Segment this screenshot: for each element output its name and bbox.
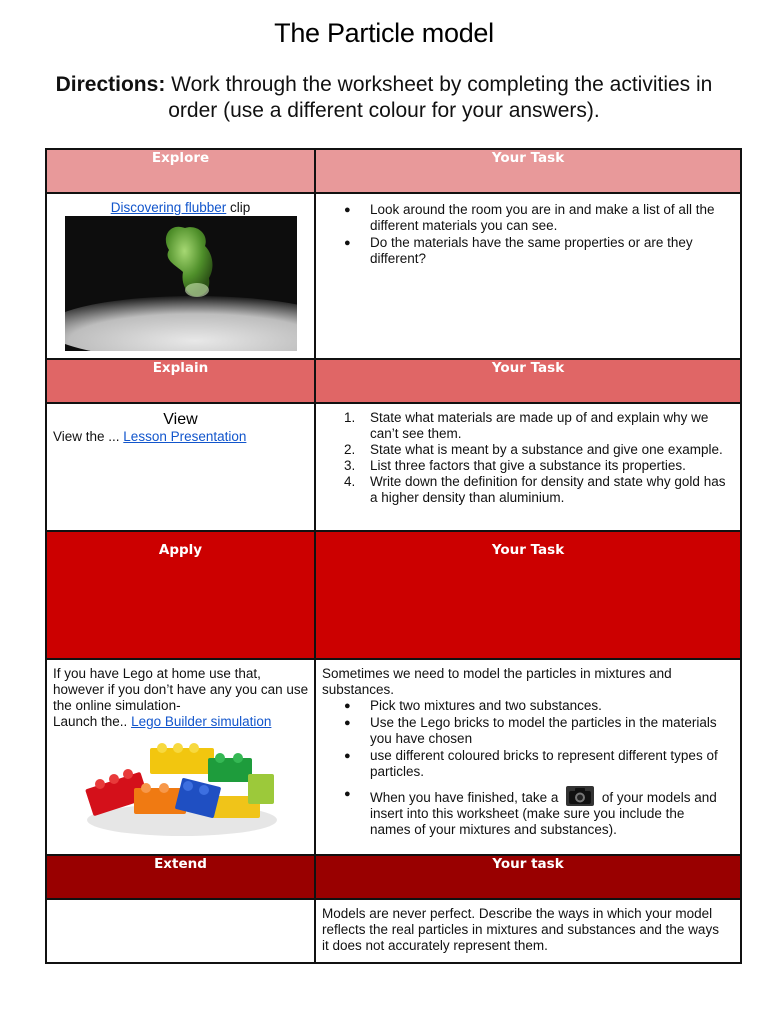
task-text: List three factors that give a substance its properties. — [370, 458, 686, 473]
directions-text: Work through the worksheet by completing the activities in order (use a different colour for your answers). — [165, 73, 713, 122]
extend-task-cell: Models are never perfect. Describe the ways in which your model reflects the real particles in mixtures and substances and the ways it does not accurately represent them. — [315, 899, 741, 963]
explore-header-row — [46, 149, 741, 193]
explain-view-title: View — [163, 411, 198, 428]
apply-task-item — [344, 786, 728, 838]
flubber-video-thumbnail[interactable] — [65, 216, 297, 351]
apply-header-row — [46, 531, 741, 659]
apply-launch-prefix: Launch the.. — [53, 714, 132, 729]
explain-header: Explain — [46, 359, 315, 403]
explain-task-cell — [315, 403, 741, 531]
worksheet-table — [45, 148, 742, 964]
explore-task-list — [344, 202, 728, 267]
apply-task-item: ● use different coloured bricks to represent different types of particles. — [344, 748, 728, 780]
apply-content-row — [46, 659, 741, 855]
directions-label: Directions: — [55, 73, 166, 96]
explore-task-item: ● Look around the room you are in and make a list of all the different materials you can see. — [344, 202, 728, 234]
explore-task-header: Your Task — [315, 149, 741, 193]
explore-link-line — [63, 200, 298, 216]
explain-task-item — [344, 458, 728, 474]
explore-content-row — [46, 193, 741, 359]
explain-view-line — [53, 429, 308, 445]
lego-bricks-image — [82, 738, 282, 838]
apply-task-cell — [315, 659, 741, 855]
directions — [40, 72, 728, 124]
extend-content-row — [46, 899, 741, 963]
explore-link-suffix: clip — [226, 200, 251, 215]
explore-task-item: ● Do the materials have the same properties or are they different? — [344, 235, 728, 267]
explain-header-row — [46, 359, 741, 403]
explore-header: Explore — [46, 149, 315, 193]
apply-task-header: Your Task — [315, 531, 741, 659]
camera-icon — [566, 786, 594, 806]
task-text: State what is meant by a substance and give one example. — [370, 442, 723, 457]
extend-task-header: Your task — [315, 855, 741, 899]
task-number: 3. — [344, 458, 356, 473]
apply-intro: Sometimes we need to model the particles in mixtures and substances. — [322, 666, 672, 697]
apply-launch-line — [53, 714, 310, 730]
discovering-flubber-link[interactable]: Discovering flubber — [110, 200, 227, 215]
task-number: 1. — [344, 410, 356, 425]
extend-header-row — [46, 855, 741, 899]
apply-task-item: ● Pick two mixtures and two substances. — [344, 698, 728, 714]
lesson-presentation-link[interactable]: Lesson Presentation — [123, 429, 247, 444]
apply-left-text: If you have Lego at home use that, however if you don’t have any you can use the online simulation- — [53, 666, 309, 713]
apply-final-task-a: When you have finished, take a — [370, 790, 559, 805]
explain-content-row — [46, 403, 741, 531]
explain-view-prefix: View the ... — [53, 429, 124, 444]
explain-task-item — [344, 442, 728, 458]
task-text: Write down the definition for density and state why gold has a higher density than aluminium. — [370, 474, 726, 505]
task-number: 4. — [344, 474, 356, 489]
explain-resource-cell — [46, 403, 315, 531]
explain-task-item — [344, 474, 728, 506]
explain-task-list — [344, 410, 728, 506]
lego-builder-link[interactable]: Lego Builder simulation — [131, 714, 272, 729]
explore-resource-cell — [46, 193, 315, 359]
explain-task-header: Your Task — [315, 359, 741, 403]
extend-resource-cell — [46, 899, 315, 963]
page-title: The Particle model — [274, 18, 494, 48]
apply-resource-cell — [46, 659, 315, 855]
apply-task-item: ● Use the Lego bricks to model the particles in the materials you have chosen — [344, 715, 728, 747]
explain-task-item — [344, 410, 728, 442]
apply-final-task-b: of your models and insert into this worksheet (make sure you include the names of your mixtures and substances). — [370, 790, 717, 837]
task-number: 2. — [344, 442, 356, 457]
apply-header: Apply — [46, 531, 315, 659]
task-text: State what materials are made up of and explain why we can’t see them. — [370, 410, 709, 441]
explore-task-cell — [315, 193, 741, 359]
apply-task-list — [344, 698, 728, 838]
extend-header: Extend — [46, 855, 315, 899]
